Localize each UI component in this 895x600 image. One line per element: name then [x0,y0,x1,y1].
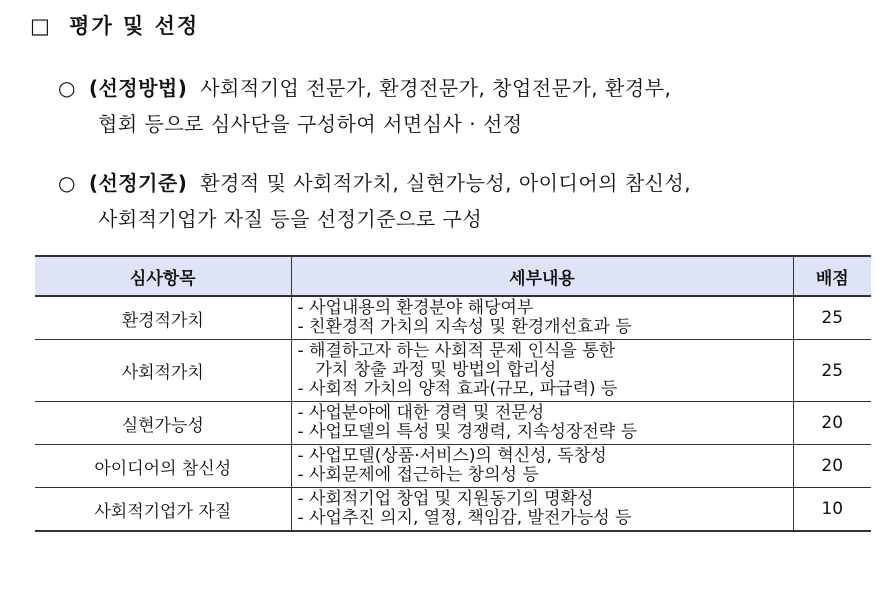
table-header-row [35,256,871,296]
detail-line: - 해결하고자 하는 사회적 문제 인식을 통한 [297,341,616,361]
criteria-details [291,296,793,340]
detail-line: - 사업추진 의지, 열정, 책임감, 발전가능성 등 [297,508,632,528]
detail-line: - 사업모델(상품·서비스)의 혁신성, 독창성 [297,446,607,466]
criteria-item: 환경적가치 [35,296,291,340]
bullet-text: 사회적기업 전문가, 환경전문가, 창업전문가, 환경부, [200,76,672,100]
table-row [35,340,871,402]
detail-line: - 사업모델의 특성 및 경쟁력, 지속성장전략 등 [297,422,638,442]
criteria-score: 25 [793,296,871,340]
detail-line: - 사업내용의 환경분야 해당여부 [297,298,534,318]
column-header-item: 심사항목 [35,256,291,296]
detail-line: - 사업분야에 대한 경력 및 전문성 [297,403,545,423]
criteria-item: 실현가능성 [35,402,291,445]
table-row [35,296,871,340]
bullet-text: 환경적 및 사회적가치, 실현가능성, 아이디어의 참신성, [200,171,692,195]
detail-line: - 사회문제에 접근하는 창의성 등 [297,465,539,485]
table-row [35,488,871,532]
detail-line: - 사회적기업 창업 및 지원동기의 명확성 [297,489,594,509]
detail-line: 가치 창출 과정 및 방법의 합리성 [315,360,557,380]
criteria-details [291,402,793,445]
column-header-details: 세부내용 [291,256,793,296]
checkbox-square-icon: □ [30,14,52,38]
criteria-score: 25 [793,340,871,402]
criteria-score: 20 [793,445,871,488]
table-row [35,402,871,445]
criteria-details [291,488,793,532]
bullet-selection-method [58,70,878,142]
bullet-heading: (선정기준) [88,171,188,195]
criteria-item: 아이디어의 참신성 [35,445,291,488]
bullet-text-continued: 협회 등으로 심사단을 구성하여 서면심사 · 선정 [98,112,523,136]
bullet-heading: (선정방법) [88,76,188,100]
criteria-item: 사회적기업가 자질 [35,488,291,532]
bullet-selection-criteria [58,165,878,237]
circle-bullet-icon: ○ [58,76,76,100]
criteria-score: 10 [793,488,871,532]
criteria-details [291,445,793,488]
circle-bullet-icon: ○ [58,171,76,195]
evaluation-criteria-table [35,255,871,532]
criteria-details [291,340,793,402]
criteria-score: 20 [793,402,871,445]
detail-line: - 사회적 가치의 양적 효과(규모, 파급력) 등 [297,379,618,399]
table-row [35,445,871,488]
section-title-text: 평가 및 선정 [69,14,200,38]
criteria-item: 사회적가치 [35,340,291,402]
detail-line: - 친환경적 가치의 지속성 및 환경개선효과 등 [297,317,632,337]
bullet-text-continued: 사회적기업가 자질 등을 선정기준으로 구성 [98,207,483,231]
column-header-score: 배점 [793,256,871,296]
section-title [30,10,199,40]
